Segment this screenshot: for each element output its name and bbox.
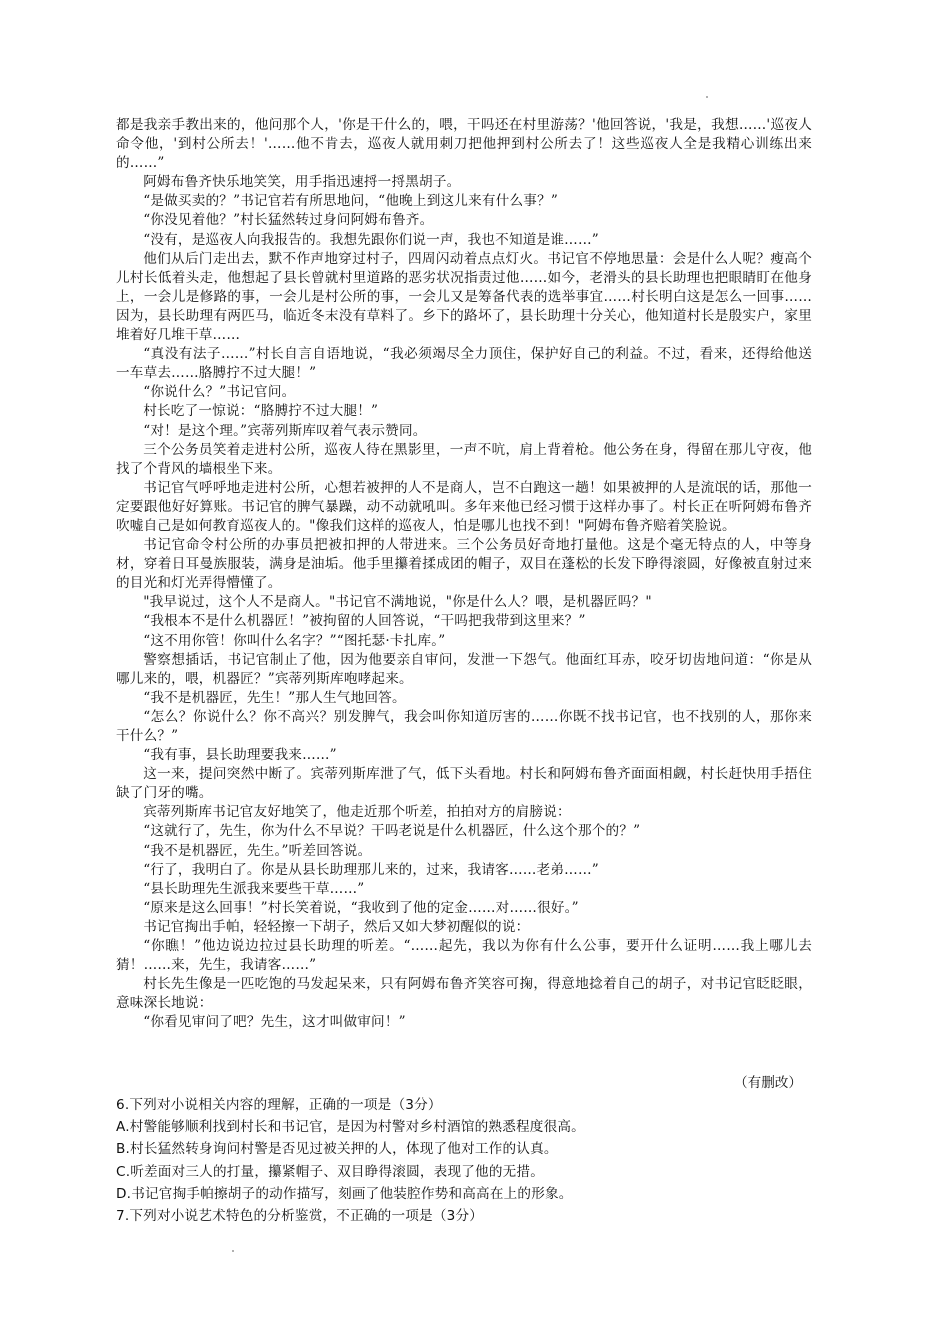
story-paragraph: “你说什么？”书记官问。 bbox=[143, 384, 296, 401]
story-paragraph: “行了，我明白了。你是从县长助理那儿来的，过来，我请客……老弟……” bbox=[143, 861, 599, 878]
story-paragraph: “我根本不是什么机器匠！”被拘留的人回答说，“干吗把我带到这里来？” bbox=[143, 613, 586, 630]
story-paragraph: 警察想插话，书记官制止了他，因为他要亲自审问，发泄一下怨气。他面红耳赤，咬牙切齿地问道：“你是从哪儿来的，喂，机器匠？”宾蒂列斯库咆哮起来。 bbox=[116, 651, 812, 687]
scan-speck bbox=[706, 96, 708, 98]
question-6-option-d: D.书记官掏手帕擦胡子的动作描写，刻画了他装腔作势和高高在上的形象。 bbox=[116, 1185, 573, 1202]
story-paragraph: “怎么？你说什么？你不高兴？别发脾气，我会叫你知道厉害的……你既不找书记官，也不找别的人，那你来干什么？” bbox=[116, 708, 812, 744]
story-paragraph: “县长助理先生派我来要些干草……” bbox=[143, 880, 365, 897]
story-paragraph: “对！是这个理。”宾蒂列斯库叹着气表示赞同。 bbox=[143, 422, 427, 439]
story-paragraph: “这就行了，先生，你为什么不早说？干吗老说是什么机器匠，什么这个那个的？” bbox=[143, 823, 641, 840]
story-text bbox=[116, 116, 812, 1033]
story-paragraph: “没有，是巡夜人向我报告的。我想先跟你们说一声，我也不知道是谁……” bbox=[143, 231, 599, 248]
story-paragraph: “是做买卖的？”书记官若有所思地问，“他晚上到这儿来有什么事？” bbox=[143, 193, 559, 210]
story-paragraph: 这一来，提问突然中断了。宾蒂列斯库泄了气，低下头看地。村长和阿姆布鲁齐面面相觑，村长赶快用手捂住缺了门牙的嘴。 bbox=[116, 766, 812, 802]
question-6-option-b: B.村长猛然转身询问村警是否见过被关押的人，体现了他对工作的认真。 bbox=[116, 1141, 558, 1158]
story-paragraph: 村长先生像是一匹吃饱的马发起呆来，只有阿姆布鲁齐笑容可掬，得意地捻着自己的胡子，对书记官眨眨眼，意味深长地说： bbox=[116, 976, 812, 1012]
story-paragraph: 他们从后门走出去，默不作声地穿过村子，四周闪动着点点灯火。书记官不停地思量：会是什么人呢？瘦高个儿村长低着头走，他想起了县长曾就村里道路的恶劣状况指责过他……如今，老滑头的县长助理也把眼睛盯在他身上，一会儿是修路的事，一会儿是村公所的事，一会儿又是筹备代表的选举事宜……村长明白这是怎么一回事……因为，县长助理有两匹马，临近冬末没有草料了。乡下的路坏了，县长助理十分关心，他知道村长是殷实户，家里堆着好几堆干草…… bbox=[116, 250, 812, 344]
story-paragraph: 书记官气呼呼地走进村公所，心想若被押的人不是商人，岂不白跑这一趟！如果被押的人是流氓的话，那他一定要跟他好好算账。书记官的脾气暴躁，动不动就吼叫。多年来他已经习惯于这样办事了。村长正在听阿姆布鲁齐吹嘘自己是如何教育巡夜人的。"像我们这样的巡夜人，怕是哪儿也找不到！"阿姆布鲁齐赔着笑脸说。 bbox=[116, 479, 812, 534]
story-paragraph: “这不用你管！你叫什么名字？”“图托瑟·卡扎库。” bbox=[143, 632, 446, 649]
question-6-stem: 6.下列对小说相关内容的理解，正确的一项是（3分） bbox=[116, 1097, 442, 1113]
story-paragraph: "我早说过，这个人不是商人。"书记官不满地说，"你是什么人？喂，是机器匠吗？" bbox=[143, 594, 652, 611]
scan-speck bbox=[232, 1250, 234, 1252]
question-6-option-a: A.村警能够顺利找到村长和书记官，是因为村警对乡村酒馆的熟悉程度很高。 bbox=[116, 1119, 585, 1136]
story-paragraph: “你瞧！”他边说边拉过县长助理的听差。“……起先，我以为你有什么公事，要开什么证明……我上哪儿去猜！……来，先生，我请客……” bbox=[116, 938, 812, 974]
question-6-option-c: C.听差面对三人的打量，攥紧帽子、双目睁得滚圆，表现了他的无措。 bbox=[116, 1163, 545, 1180]
story-paragraph: 书记官掏出手帕，轻轻擦一下胡子，然后又如大梦初醒似的说： bbox=[143, 918, 530, 935]
story-paragraph: 村长吃了一惊说：“胳膊拧不过大腿！” bbox=[143, 403, 379, 420]
story-paragraph: “我不是机器匠，先生！”那人生气地回答。 bbox=[143, 689, 406, 706]
story-paragraph: 书记官命令村公所的办事员把被扣押的人带进来。三个公务员好奇地打量他。这是个毫无特点的人，中等身材，穿着日耳曼族服装，满身是油垢。他手里攥着揉成团的帽子，双目在蓬松的长发下睁得滚圆，好像被直射过来的目光和灯光弄得懵懂了。 bbox=[116, 537, 812, 592]
question-7-stem: 7.下列对小说艺术特色的分析鉴赏，不正确的一项是（3分） bbox=[116, 1208, 484, 1225]
story-paragraph: 三个公务员笑着走进村公所，巡夜人待在黑影里，一声不吭，肩上背着枪。他公务在身，得留在那儿守夜，他找了个背风的墙根坐下来。 bbox=[116, 441, 812, 477]
source-note: （有删改） bbox=[734, 1075, 802, 1091]
story-paragraph: “我有事，县长助理要我来……” bbox=[143, 747, 337, 764]
story-paragraph: “我不是机器匠，先生。”听差回答说。 bbox=[143, 842, 372, 859]
story-paragraph: 宾蒂列斯库书记官友好地笑了，他走近那个听差，拍拍对方的肩膀说： bbox=[143, 804, 571, 821]
story-paragraph: “你看见审问了吧？先生，这才叫做审问！” bbox=[143, 1014, 406, 1031]
story-paragraph: “你没见着他？”村长猛然转过身问阿姆布鲁齐。 bbox=[143, 212, 434, 229]
question-section bbox=[116, 1094, 816, 1227]
story-paragraph: 阿姆布鲁齐快乐地笑笑，用手指迅速捋一捋黑胡子。 bbox=[143, 174, 461, 191]
story-paragraph: “原来是这么回事！”村长笑着说，“我收到了他的定金……对……很好。” bbox=[143, 899, 579, 916]
story-paragraph: 都是我亲手教出来的，他问那个人，'你是干什么的，喂，干吗还在村里游荡？'他回答说，'我是，我想……'巡夜人命令他，'到村公所去！'……他不肯去，巡夜人就用刺刀把他押到村公所去了！这些巡夜人全是我精心训练出来的……” bbox=[116, 117, 812, 172]
story-paragraph: “真没有法子……”村长自言自语地说，“我必须竭尽全力顶住，保护好自己的利益。不过，看来，还得给他送一车草去……胳膊拧不过大腿！” bbox=[116, 346, 812, 382]
